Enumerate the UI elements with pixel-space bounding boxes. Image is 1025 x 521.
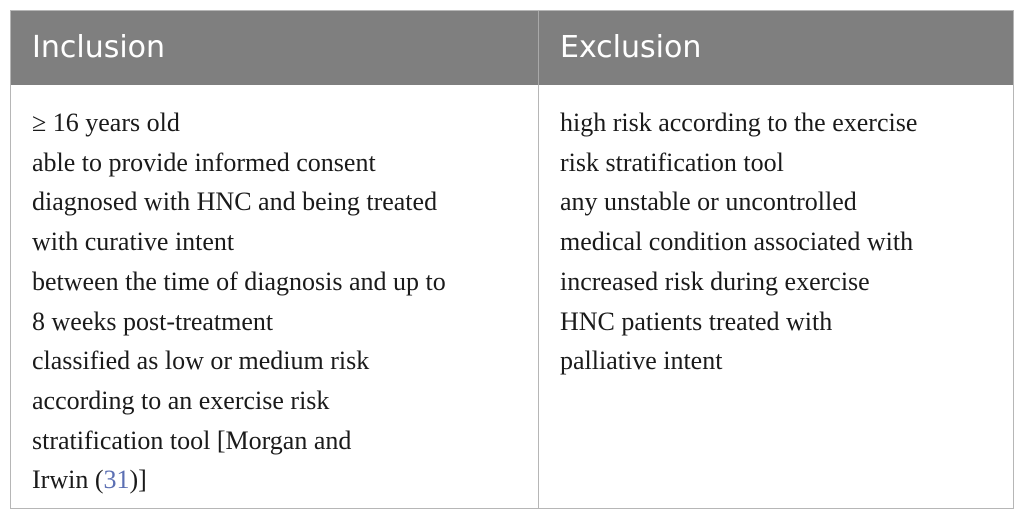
exclusion-line: medical condition associated with <box>560 227 914 257</box>
citation-suffix: )] <box>129 465 147 495</box>
exclusion-line: HNC patients treated with <box>560 306 833 336</box>
inclusion-line: with curative intent <box>32 227 235 257</box>
reference-link[interactable]: 31 <box>103 465 130 495</box>
inclusion-line: diagnosed with HNC and being treated <box>32 187 438 217</box>
exclusion-cell <box>538 85 1013 508</box>
inclusion-line: classified as low or medium risk <box>32 346 370 376</box>
inclusion-line-citation <box>32 460 538 500</box>
exclusion-line: any unstable or uncontrolled <box>560 187 857 217</box>
criteria-table <box>10 10 1014 509</box>
inclusion-line: according to an exercise risk <box>32 385 330 415</box>
inclusion-line: between the time of diagnosis and up to <box>32 266 446 296</box>
header-exclusion: Exclusion <box>538 11 1013 85</box>
exclusion-line: high risk according to the exercise <box>560 108 918 137</box>
citation-prefix: Irwin ( <box>32 465 104 495</box>
inclusion-line: able to provide informed consent <box>32 147 376 177</box>
header-inclusion: Inclusion <box>11 11 538 85</box>
exclusion-line: increased risk during exercise <box>560 266 870 296</box>
inclusion-line: ≥ 16 years old <box>32 108 180 137</box>
exclusion-line: risk stratification tool <box>560 147 784 177</box>
inclusion-line: 8 weeks post-treatment <box>32 306 274 336</box>
inclusion-line: stratification tool [Morgan and <box>32 425 352 455</box>
exclusion-line: palliative intent <box>560 346 723 376</box>
inclusion-cell <box>11 85 538 508</box>
